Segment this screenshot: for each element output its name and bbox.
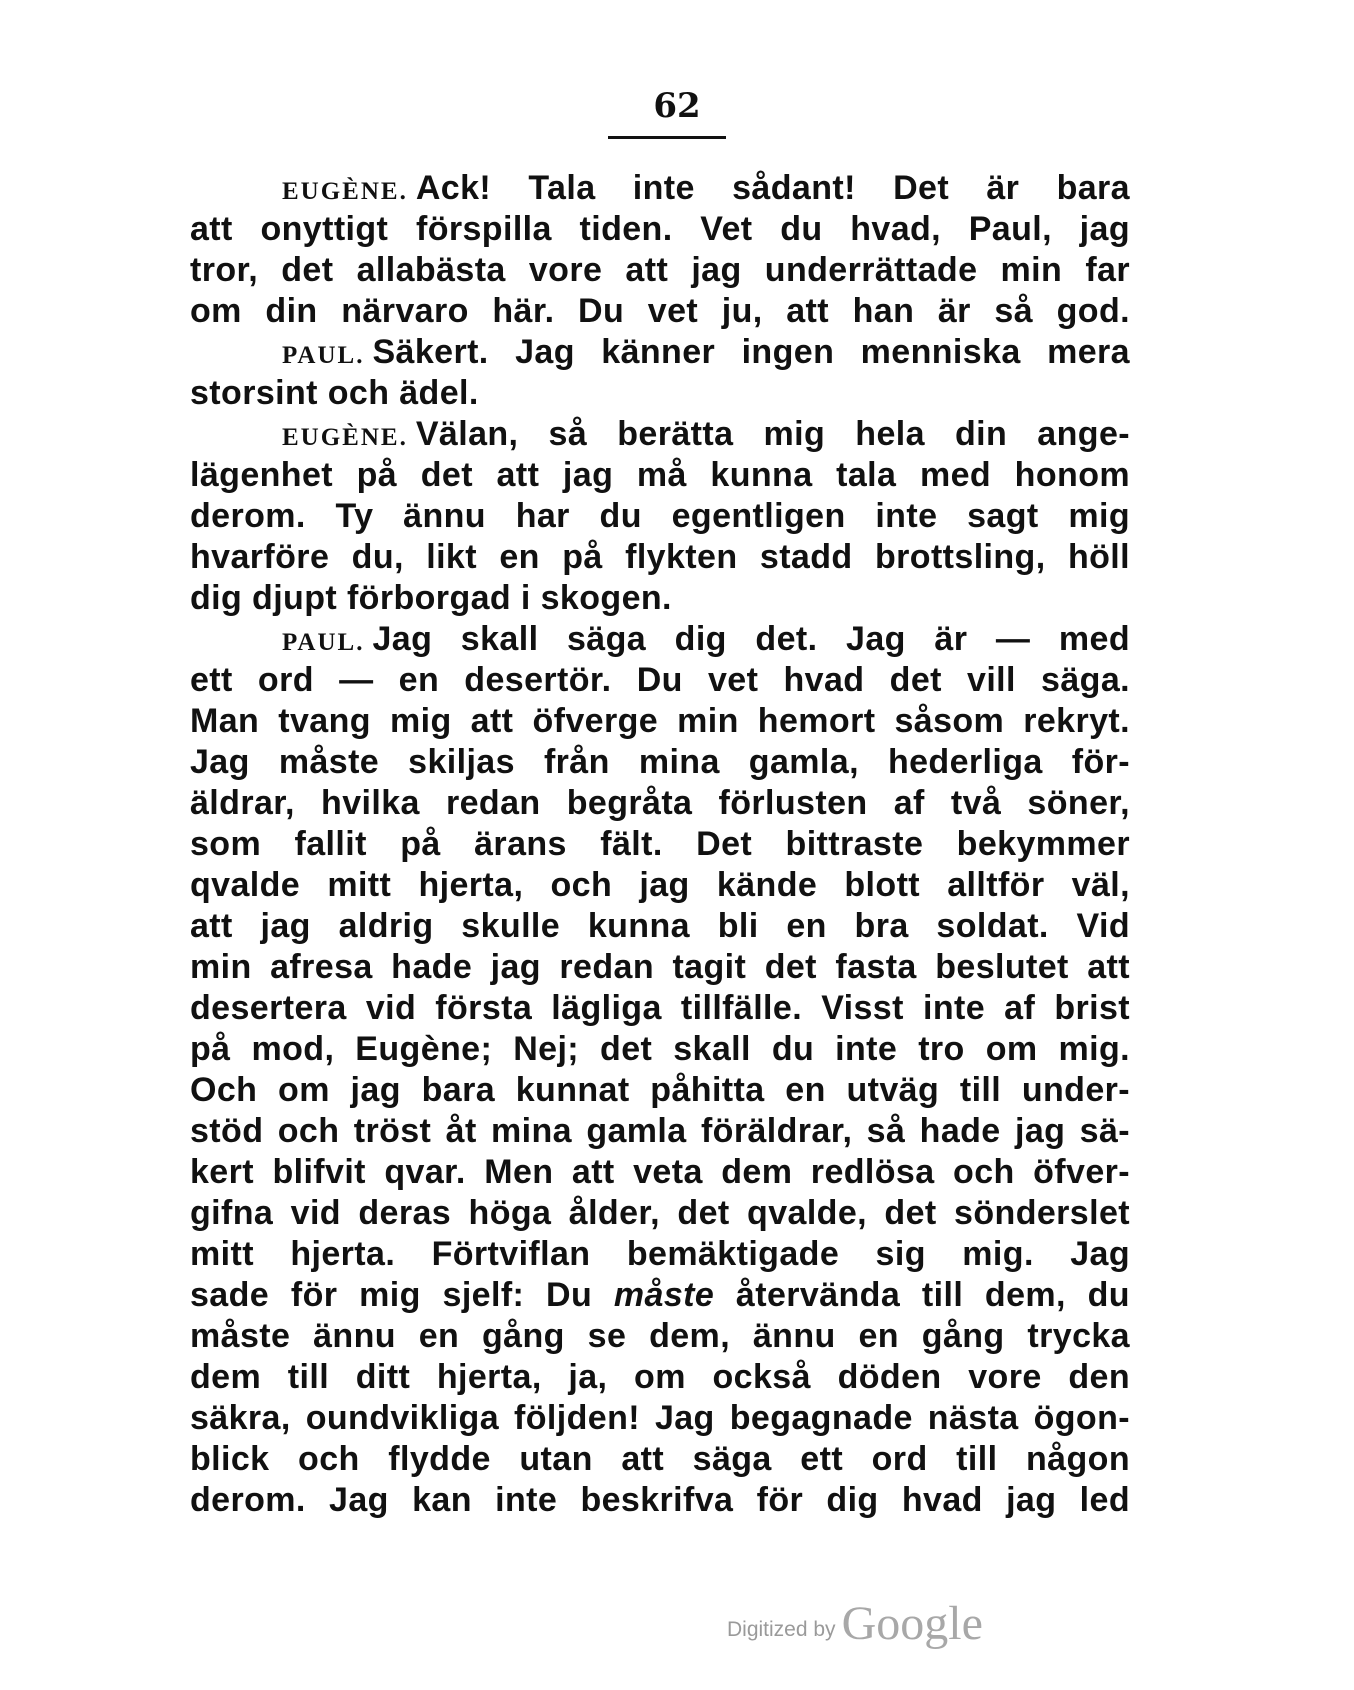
text-line: måste ännu en gång se dem, ännu en gång trycka: [190, 1317, 1130, 1355]
text-line: att onyttigt förspilla tiden. Vet du hvad, Paul, jag: [190, 210, 1130, 248]
text-line: som fallit på ärans fält. Det bittraste bekymmer: [190, 825, 1130, 863]
text-line: Jag måste skiljas från mina gamla, hederliga för-: [190, 743, 1130, 781]
text-line: äldrar, hvilka redan begråta förlusten af två söner,: [190, 784, 1130, 822]
text-line: ett ord — en desertör. Du vet hvad det vill säga.: [190, 661, 1130, 699]
text-line: EUGÈNE. Välan, så berätta mig hela din ange-: [282, 415, 1130, 453]
text-line: lägenhet på det att jag må kunna tala med honom: [190, 456, 1130, 494]
text-line: desertera vid första lägliga tillfälle. Visst inte af brist: [190, 989, 1130, 1027]
text-line: Man tvang mig att öfverge min hemort såsom rekryt.: [190, 702, 1130, 740]
text-line: säkra, oundvikliga följden! Jag begagnade nästa ögon-: [190, 1399, 1130, 1437]
text-line: om din närvaro här. Du vet ju, att han är så god.: [190, 292, 1130, 330]
digitized-watermark: [727, 1590, 983, 1650]
text-line: EUGÈNE. Ack! Tala inte sådant! Det är bara: [282, 169, 1130, 207]
text-line: gifna vid deras höga ålder, det qvalde, det sönderslet: [190, 1194, 1130, 1232]
text-line: dem till ditt hjerta, ja, om också döden vore den: [190, 1358, 1130, 1396]
speaker-label-paul: PAUL.: [282, 342, 365, 369]
text-line: storsint och ädel.: [190, 374, 479, 412]
page-body: [190, 168, 1130, 1521]
text-line: dig djupt förborgad i skogen.: [190, 579, 672, 617]
speaker-label-eugene: EUGÈNE.: [282, 424, 408, 451]
text-line: på mod, Eugène; Nej; det skall du inte tro om mig.: [190, 1030, 1130, 1068]
speaker-label-eugene: EUGÈNE.: [282, 178, 408, 205]
text-line: att jag aldrig skulle kunna bli en bra soldat. Vid: [190, 907, 1130, 945]
text-line: hvarföre du, likt en på flykten stadd brottsling, höll: [190, 538, 1130, 576]
header-rule: [608, 136, 726, 139]
text-line: sade för mig sjelf: Du måste återvända till dem, du: [190, 1276, 1130, 1314]
page-number: 62: [653, 86, 701, 126]
text-line: mitt hjerta. Förtviflan bemäktigade sig mig. Jag: [190, 1235, 1130, 1273]
text-line: blick och flydde utan att säga ett ord till någon: [190, 1440, 1130, 1478]
text-line: min afresa hade jag redan tagit det fasta beslutet att: [190, 948, 1130, 986]
speaker-label-paul: PAUL.: [282, 629, 365, 656]
text-line: derom. Ty ännu har du egentligen inte sagt mig: [190, 497, 1130, 535]
text-line: stöd och tröst åt mina gamla föräldrar, så hade jag sä-: [190, 1112, 1130, 1150]
text-line: qvalde mitt hjerta, och jag kände blott alltför väl,: [190, 866, 1130, 904]
text-line: PAUL. Säkert. Jag känner ingen menniska mera: [282, 333, 1130, 371]
text-line: Och om jag bara kunnat påhitta en utväg till under-: [190, 1071, 1130, 1109]
text-line: PAUL. Jag skall säga dig det. Jag är — med: [282, 620, 1130, 658]
emphasized-word: måste: [613, 1276, 715, 1314]
watermark-prefix: Digitized by: [727, 1618, 836, 1641]
text-line: tror, det allabästa vore att jag underrättade min far: [190, 251, 1130, 289]
google-logo: Google: [841, 1597, 983, 1650]
text-line: kert blifvit qvar. Men att veta dem redlösa och öfver-: [190, 1153, 1130, 1191]
text-line: derom. Jag kan inte beskrifva för dig hvad jag led: [190, 1481, 1130, 1519]
